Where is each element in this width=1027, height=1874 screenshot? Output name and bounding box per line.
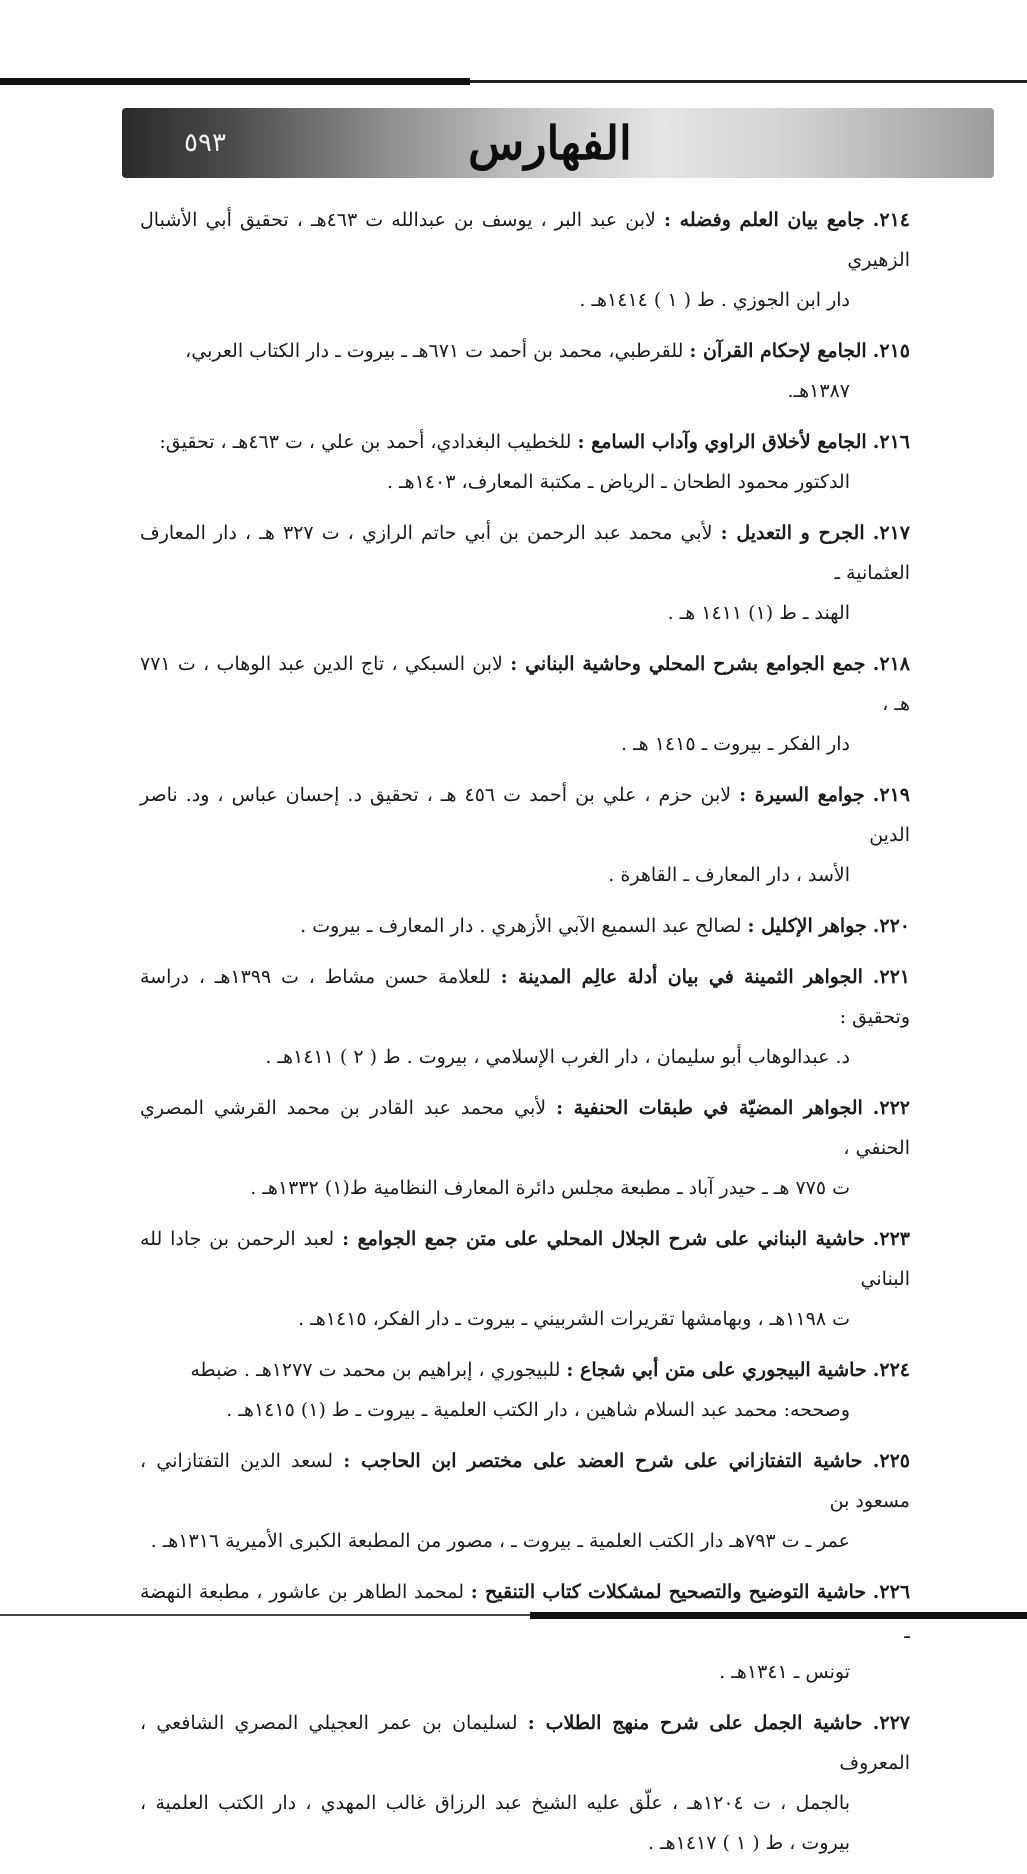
entry-number: ٢١٩.	[872, 784, 910, 806]
list-item	[140, 1350, 910, 1430]
entry-number: ٢٢٠.	[872, 915, 910, 937]
bibliography-list	[140, 200, 910, 1874]
entry-title: جامع بيان العلم وفضله :	[664, 209, 865, 231]
entry-continuation: دار الفكر ـ بيروت ـ ١٤١٥ هـ .	[620, 733, 850, 755]
entry-number: ٢٢٦.	[872, 1581, 911, 1603]
entry-text: لسليمان بن عمر العجيلي المصري الشافعي ، المعروف	[140, 1712, 910, 1774]
entry-text: لابن حزم ، علي بن أحمد ت ٤٥٦ هـ ، تحقيق د. إحسان عباس ، ود. ناصر الدين	[140, 784, 910, 846]
entry-title: الجامع لإحكام القرآن :	[689, 340, 867, 362]
top-rule	[0, 78, 470, 85]
entry-continuation: ١٣٨٧هـ.	[787, 380, 850, 402]
entry-continuation: ت ١١٩٨هـ ، وبهامشها تقريرات الشربيني ـ بيروت ـ دار الفكر، ١٤١٥هـ .	[298, 1308, 850, 1330]
entry-title: حاشية التفتازاني على شرح العضد على مختصر ابن الحاجب :	[343, 1450, 863, 1472]
entry-number: ٢١٤.	[872, 209, 910, 231]
list-item	[140, 906, 910, 946]
entry-number: ٢٢١.	[872, 966, 910, 988]
entry-title: حاشية الجمل على شرح منهج الطلاب :	[527, 1712, 863, 1734]
list-item	[140, 200, 910, 320]
list-item	[140, 1219, 910, 1339]
list-item	[140, 1088, 910, 1208]
entry-text: لمحمد الطاهر بن عاشور ، مطبعة النهضة ـ	[140, 1581, 910, 1643]
list-item	[140, 331, 910, 411]
entry-text: لأبي محمد عبد الرحمن بن أبي حاتم الرازي ، ت ٣٢٧ هـ ، دار المعارف العثمانية ـ	[140, 522, 910, 584]
entry-text: للبيجوري ، إبراهيم بن محمد ت ١٢٧٧هـ . ضبطه	[190, 1359, 561, 1381]
entry-number: ٢٢٥.	[872, 1450, 911, 1472]
entry-continuation: وصححه: محمد عبد السلام شاهين ، دار الكتب العلمية ـ بيروت ـ ط (١) ١٤١٥هـ .	[226, 1399, 850, 1421]
entry-title: جواهر الإكليل :	[747, 915, 867, 937]
entry-title: حاشية البيجوري على متن أبي شجاع :	[566, 1359, 867, 1381]
entry-text: لأبي محمد عبد القادر بن محمد القرشي المصري الحنفي ،	[140, 1097, 910, 1159]
entry-text: للعلامة حسن مشاط ، ت ١٣٩٩هـ ، دراسة وتحقيق :	[140, 966, 910, 1028]
entry-title: الجرح و التعديل :	[720, 522, 865, 544]
entry-title: الجواهر الثمينة في بيان أدلة عالِم المدينة :	[500, 966, 863, 988]
entry-number: ٢٢٧.	[872, 1712, 910, 1734]
page-title: الفهارس	[468, 116, 632, 170]
entry-continuation: الدكتور محمود الطحان ـ الرياض ـ مكتبة المعارف، ١٤٠٣هـ .	[386, 471, 850, 493]
entry-number: ٢٢٣.	[872, 1228, 910, 1250]
entry-text: لصالح عبد السميع الآبي الأزهري . دار المعارف ـ بيروت .	[300, 915, 742, 937]
entry-text: لسعد الدين التفتازاني ، مسعود بن	[140, 1450, 910, 1512]
entry-text: لابن السبكي ، تاج الدين عبد الوهاب ، ت ٧٧١ هـ ،	[140, 653, 910, 715]
entry-continuation: الهند ـ ط (١) ١٤١١ هـ .	[667, 602, 850, 624]
bottom-rule	[530, 1612, 1027, 1619]
entry-title: الجواهر المضيّة في طبقات الحنفية :	[556, 1097, 863, 1119]
entry-title: حاشية البناني على شرح الجلال المحلي على متن جمع الجوامع :	[342, 1228, 865, 1250]
entry-text: لعبد الرحمن بن جادا لله البناني	[140, 1228, 910, 1290]
entry-continuation: ت ٧٧٥ هـ ـ حيدر آباد ـ مطبعة مجلس دائرة المعارف النظامية ط(١) ١٣٣٢هـ .	[250, 1177, 850, 1199]
top-rule-thin	[470, 80, 1027, 83]
entry-continuation: دار ابن الجوزي . ط ( ١ ) ١٤١٤هـ .	[579, 289, 850, 311]
entry-text: للقرطبي، محمد بن أحمد ت ٦٧١هـ ـ بيروت ـ دار الكتاب العربي،	[185, 340, 684, 362]
entry-continuation: بالجمل ، ت ١٢٠٤هـ ، علّق عليه الشيخ عبد الرزاق غالب المهدي ، دار الكتب العلمية ، بيروت ، ط ( ١ ) ١٤١٧هـ .	[140, 1792, 850, 1854]
list-item	[140, 513, 910, 633]
list-item	[140, 1703, 910, 1863]
entry-continuation: د. عبدالوهاب أبو سليمان ، دار الغرب الإسلامي ، بيروت . ط ( ٢ ) ١٤١١هـ .	[265, 1046, 850, 1068]
entry-number: ٢٢٤.	[872, 1359, 910, 1381]
entry-text: لابن عبد البر ، يوسف بن عبدالله ت ٤٦٣هـ ، تحقيق أبي الأشبال الزهيري	[140, 209, 910, 271]
list-item	[140, 1441, 910, 1561]
list-item	[140, 422, 910, 502]
list-item	[140, 775, 910, 895]
entry-continuation: الأسد ، دار المعارف ـ القاهرة .	[608, 864, 850, 886]
entry-continuation: عمر ـ ت ٧٩٣هـ دار الكتب العلمية ـ بيروت ـ ، مصور من المطبعة الكبرى الأميرية ١٣١٦هـ .	[150, 1530, 850, 1552]
entry-number: ٢١٨.	[872, 653, 911, 675]
list-item	[140, 644, 910, 764]
bottom-rule-thin	[0, 1614, 530, 1616]
entry-continuation: تونس ـ ١٣٤١هـ .	[719, 1661, 850, 1683]
entry-title: حاشية التوضيح والتصحيح لمشكلات كتاب التنقيح :	[470, 1581, 867, 1603]
entry-number: ٢١٧.	[872, 522, 910, 544]
entry-number: ٢١٦.	[872, 431, 910, 453]
entry-text: للخطيب البغدادي، أحمد بن علي ، ت ٤٦٣هـ ، تحقيق:	[159, 431, 572, 453]
entry-title: جمع الجوامع بشرح المحلي وحاشية البناني :	[510, 653, 866, 675]
list-item	[140, 1572, 910, 1692]
list-item	[140, 957, 910, 1077]
page-number: ٥٩٣	[184, 128, 226, 158]
entry-title: الجامع لأخلاق الراوي وآداب السامع :	[577, 431, 867, 453]
entry-title: جوامع السيرة :	[739, 784, 865, 806]
entry-number: ٢٢٢.	[872, 1097, 910, 1119]
entry-number: ٢١٥.	[872, 340, 910, 362]
